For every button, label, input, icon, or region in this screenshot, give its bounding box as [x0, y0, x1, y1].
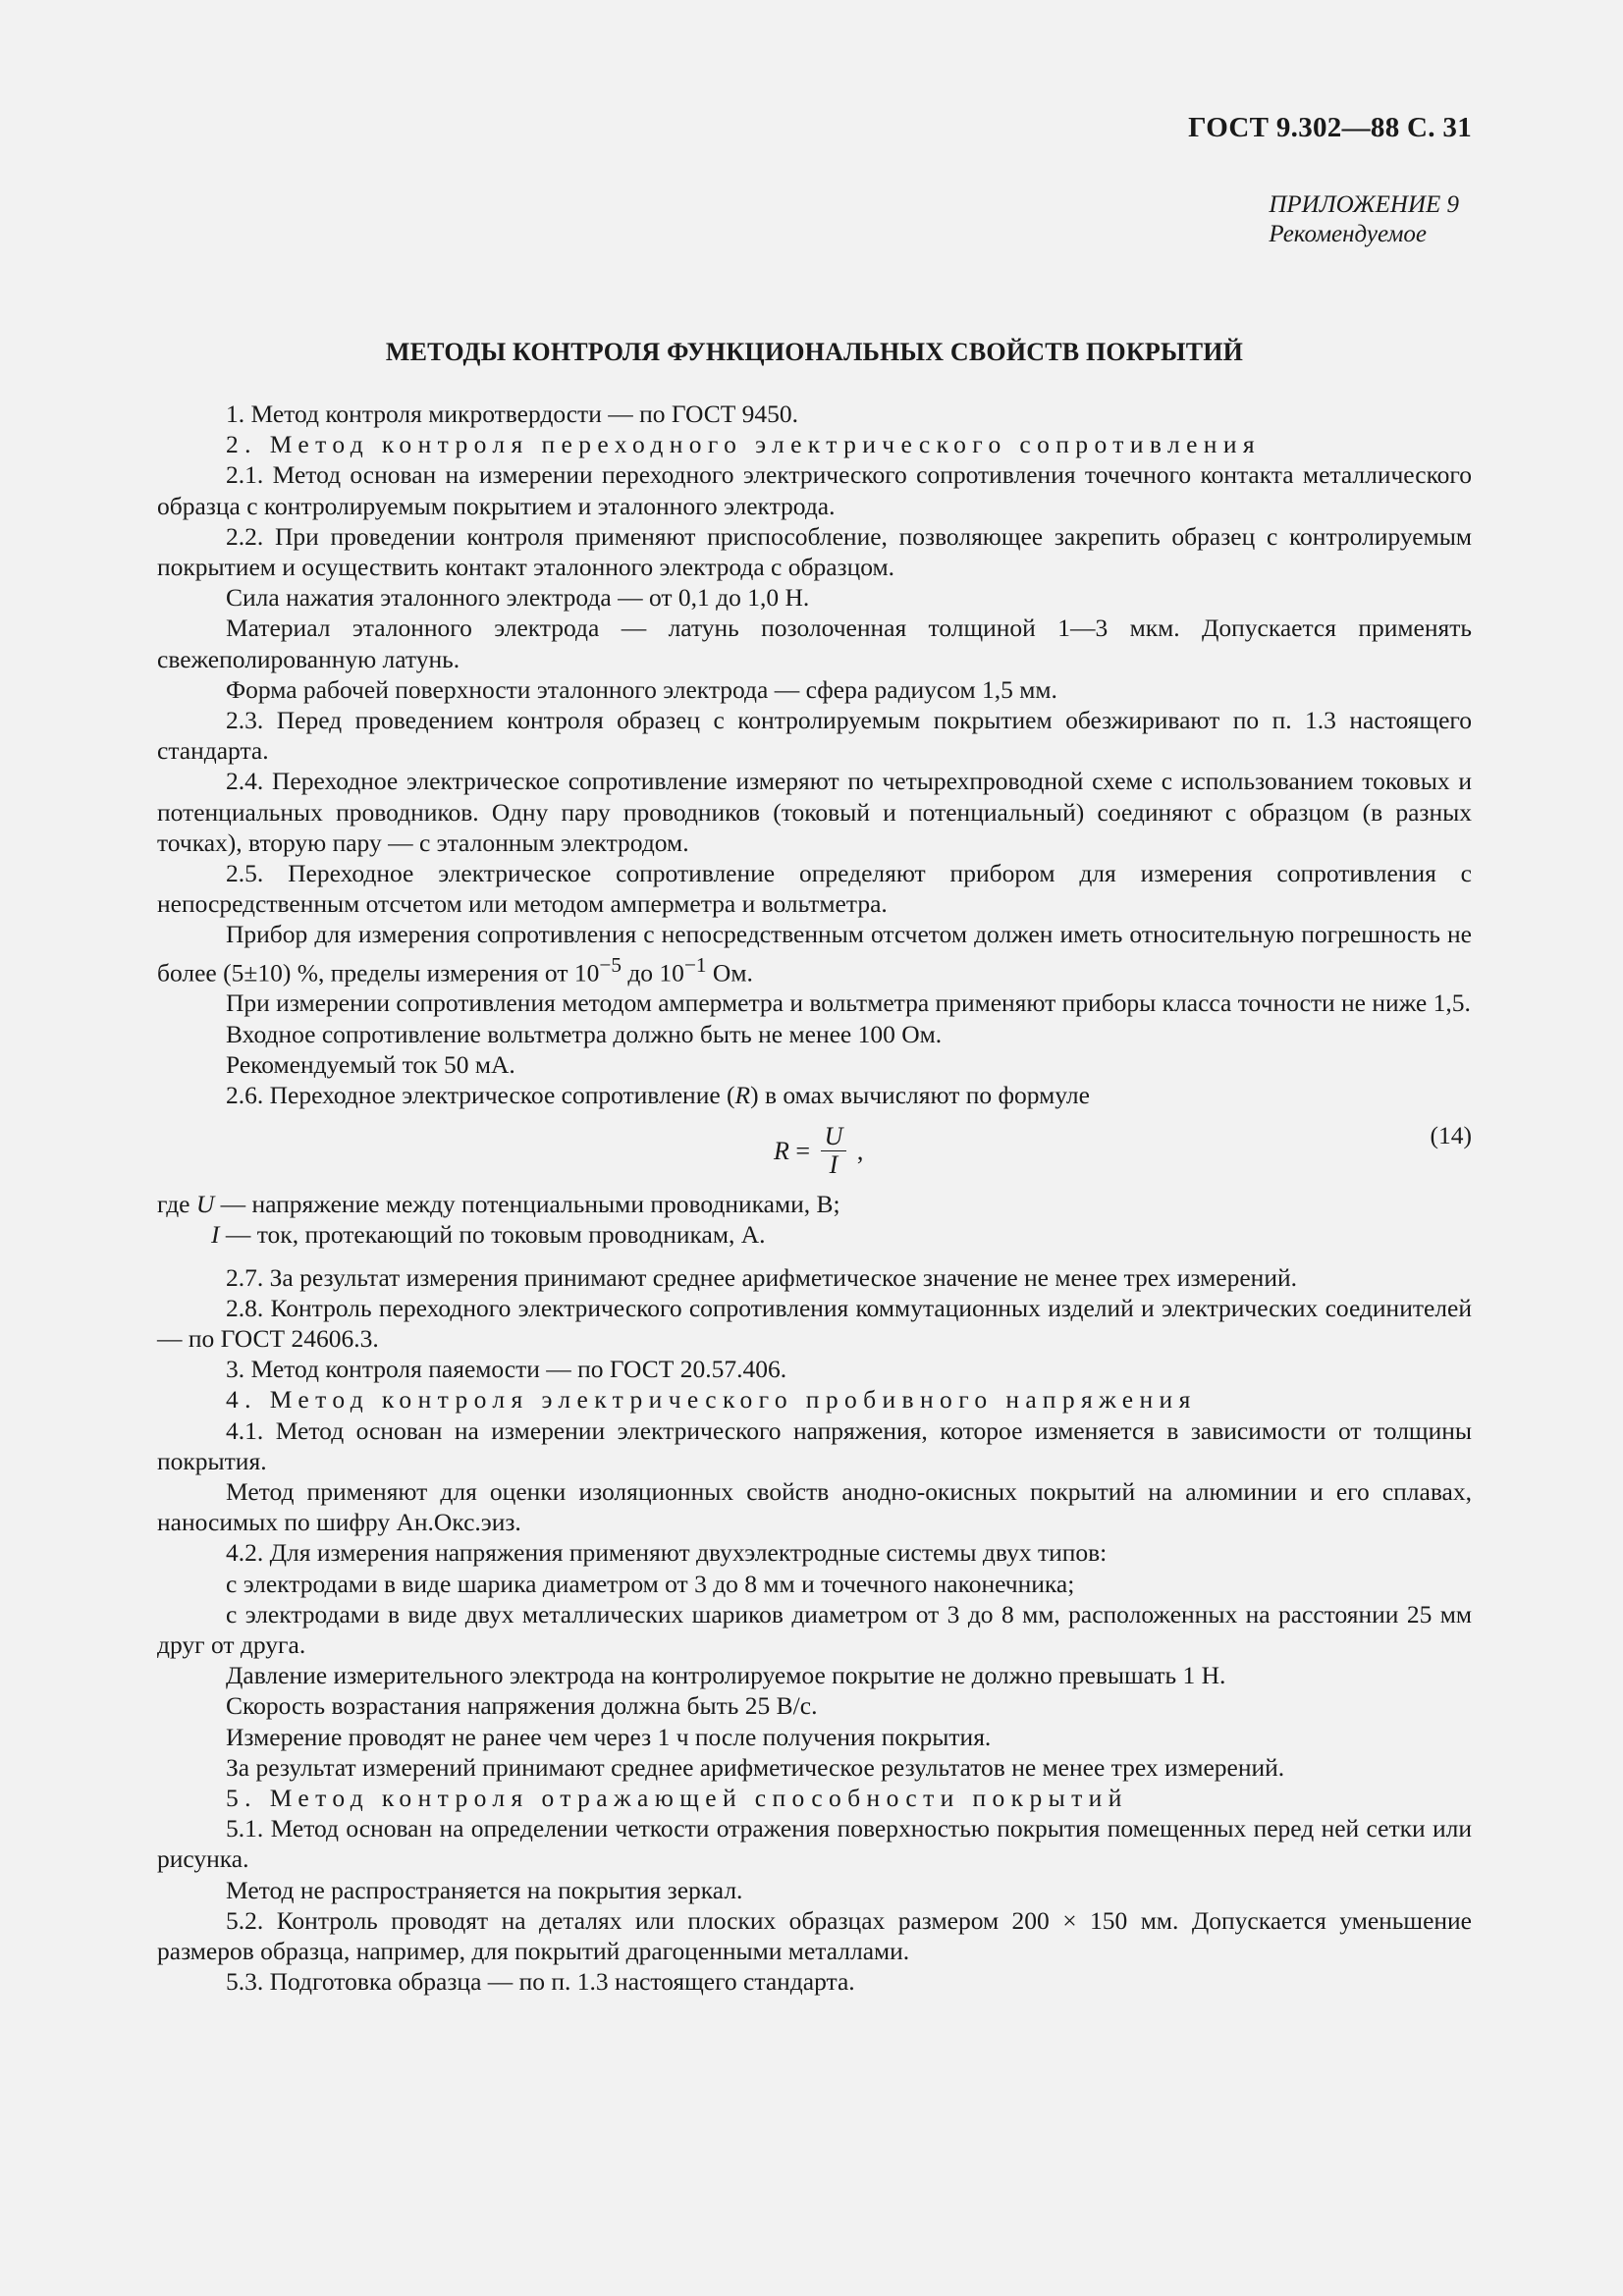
paragraph: 4.1. Метод основан на измерении электрического напряжения, которое изменяется в зависимости от толщины покрытия.: [157, 1415, 1472, 1475]
paragraph: с электродами в виде шарика диаметром от 3 до 8 мм и точечного наконечника;: [226, 1569, 1075, 1598]
paragraph: 3. Метод контроля паяемости — по ГОСТ 20.57.406.: [226, 1355, 787, 1384]
text: — напряжение между потенциальными проводниками, В;: [214, 1190, 840, 1219]
paragraph-formula-intro: [157, 1080, 1472, 1110]
text: Ом.: [706, 958, 753, 988]
variable: U: [195, 1190, 215, 1219]
paragraph: 1. Метод контроля микротвердости — по ГОСТ 9450.: [226, 400, 799, 428]
exponent: −1: [683, 952, 707, 977]
formula-equals: =: [788, 1137, 817, 1166]
paragraph: Рекомендуемый ток 50 мА.: [226, 1049, 515, 1079]
document-body: [157, 399, 1472, 1997]
text: Прибор для измерения сопротивления с непосредственным отсчетом должен иметь относительную погрешность не более (5±10) %, пределы измерения от 10: [157, 920, 1472, 988]
formula-legend: [157, 1189, 1472, 1250]
paragraph: Скорость возрастания напряжения должна быть 25 В/с.: [226, 1691, 818, 1721]
text: ) в омах вычисляют по формуле: [750, 1080, 1090, 1109]
paragraph: 2.1. Метод основан на измерении переходного электрического сопротивления точечного контакта металлического образца с контролируемым покрытием и эталонного электрода.: [157, 460, 1472, 520]
text: где: [157, 1190, 196, 1219]
paragraph: 5.1. Метод основан на определении четкости отражения поверхностью покрытия помещенных перед ней сетки или рисунка.: [157, 1814, 1472, 1874]
paragraph: Измерение проводят не ранее чем через 1 ч после получения покрытия.: [226, 1722, 992, 1751]
formula-block: [157, 1120, 1472, 1181]
variable: R: [734, 1080, 751, 1109]
exponent: −5: [599, 952, 622, 977]
text: 2.6. Переходное электрическое сопротивление (: [226, 1080, 735, 1109]
formula-numerator: U: [821, 1124, 847, 1151]
formula: [774, 1124, 863, 1178]
formula-lhs: R: [774, 1137, 789, 1166]
paragraph: 4.2. Для измерения напряжения применяют двухэлектродные системы двух типов:: [226, 1538, 1108, 1568]
paragraph: Сила нажатия эталонного электрода — от 0,1 до 1,0 Н.: [226, 583, 810, 613]
text: до 10: [621, 958, 684, 988]
paragraph: 2.7. За результат измерения принимают среднее арифметическое значение не менее трех измерений.: [226, 1262, 1297, 1292]
paragraph: 5.2. Контроль проводят на деталях или плоских образцах размером 200 × 150 мм. Допускается уменьшение размеров образца, например, для покрытий драгоценными металлами.: [157, 1905, 1472, 1966]
text: — ток, протекающий по токовым проводникам, А.: [219, 1220, 766, 1250]
section-heading: 4. Метод контроля электрического пробивного напряжения: [226, 1385, 1197, 1415]
paragraph: За результат измерений принимают среднее арифметическое результатов не менее трех измерений.: [226, 1752, 1285, 1782]
paragraph: Метод не распространяется на покрытия зеркал.: [226, 1875, 743, 1904]
appendix-subtitle: Рекомендуемое: [1269, 221, 1427, 247]
formula-fraction: [821, 1124, 847, 1178]
section-heading: 5. Метод контроля отражающей способности покрытий: [226, 1784, 1128, 1813]
paragraph: Входное сопротивление вольтметра должно быть не менее 100 Ом.: [226, 1019, 943, 1048]
paragraph: 2.5. Переходное электрическое сопротивление определяют прибором для измерения сопротивления с непосредственным отсчетом или методом амперметра и вольтметра.: [157, 859, 1472, 919]
document-title: МЕТОДЫ КОНТРОЛЯ ФУНКЦИОНАЛЬНЫХ СВОЙСТВ ПОКРЫТИЙ: [385, 338, 1244, 366]
paragraph: Метод применяют для оценки изоляционных свойств анодно-окисных покрытий на алюминии и его сплавах, наносимых по шифру Ан.Окс.эиз.: [157, 1477, 1472, 1537]
paragraph: 5.3. Подготовка образца — по п. 1.3 настоящего стандарта.: [226, 1967, 855, 1997]
legend-line: [157, 1219, 1472, 1250]
appendix-label: [1269, 190, 1472, 249]
page-header: ГОСТ 9.302—88 С. 31: [1188, 112, 1472, 143]
paragraph: 2.8. Контроль переходного электрического сопротивления коммутационных изделий и электрических соединителей — по ГОСТ 24606.3.: [157, 1293, 1472, 1353]
formula-tail: ,: [850, 1137, 864, 1166]
paragraph: Форма рабочей поверхности эталонного электрода — сфера радиусом 1,5 мм.: [226, 674, 1057, 704]
paragraph: 2.2. При проведении контроля применяют приспособление, позволяющее закрепить образец с контролируемым покрытием и осуществить контакт эталонного электрода с образцом.: [157, 521, 1472, 582]
equation-number: (14): [1430, 1121, 1472, 1150]
paragraph: Материал эталонного электрода — латунь позолоченная толщиной 1—3 мкм. Допускается применять свежеполированную латунь.: [157, 614, 1472, 673]
paragraph-precision: [157, 919, 1472, 988]
legend-line: [157, 1189, 1472, 1219]
section-heading: 2. Метод контроля переходного электрического сопротивления: [226, 430, 1262, 459]
variable: I: [211, 1220, 220, 1250]
paragraph: с электродами в виде двух металлических шариков диаметром от 3 до 8 мм, расположенных на расстоянии 25 мм друг от друга.: [157, 1599, 1472, 1660]
formula-denominator: I: [829, 1150, 839, 1180]
appendix-title: ПРИЛОЖЕНИЕ 9: [1269, 191, 1460, 218]
paragraph: 2.4. Переходное электрическое сопротивление измеряют по четырехпроводной схеме с использованием токовых и потенциальных проводников. Одну пару проводников (токовый и потенциальный) соединяют с образцом (в разных точках), вторую пару — с эталонным электродом.: [157, 767, 1472, 857]
paragraph: 2.3. Перед проведением контроля образец с контролируемым покрытием обезжиривают по п. 1.3 настоящего стандарта.: [157, 706, 1472, 766]
paragraph: При измерении сопротивления методом амперметра и вольтметра применяют приборы класса точности не ниже 1,5.: [226, 988, 1471, 1018]
paragraph: Давление измерительного электрода на контролируемое покрытие не должно превышать 1 Н.: [226, 1661, 1226, 1690]
